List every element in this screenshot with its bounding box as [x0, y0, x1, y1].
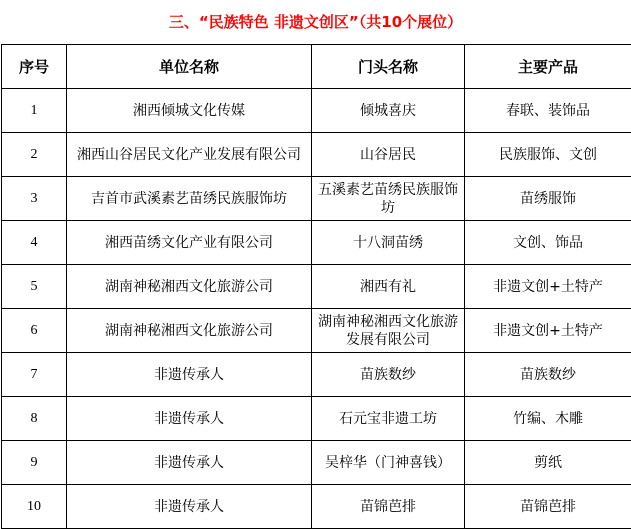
cell-products: 苗绣服饰: [465, 177, 631, 221]
table-row: [2, 89, 631, 133]
cell-unit-name: 非遗传承人: [67, 441, 312, 485]
header-unit-name: 单位名称: [67, 45, 312, 89]
cell-index: 2: [2, 133, 67, 177]
cell-unit-name: 湘西倾城文化传媒: [67, 89, 312, 133]
exhibitor-table: [1, 44, 631, 529]
cell-index: 3: [2, 177, 67, 221]
cell-index: 5: [2, 265, 67, 309]
table-row: [2, 485, 631, 529]
cell-door-name: 倾城喜庆: [312, 89, 465, 133]
table-row: [2, 177, 631, 221]
table-row: [2, 397, 631, 441]
table-row: [2, 309, 631, 353]
header-index: 序号: [2, 45, 67, 89]
table-row: [2, 133, 631, 177]
cell-products: 非遗文创+土特产: [465, 309, 631, 353]
cell-products: 苗族数纱: [465, 353, 631, 397]
cell-door-name: 十八洞苗绣: [312, 221, 465, 265]
cell-unit-name: 湘西苗绣文化产业有限公司: [67, 221, 312, 265]
cell-index: 7: [2, 353, 67, 397]
cell-products: 非遗文创+土特产: [465, 265, 631, 309]
table-row: [2, 353, 631, 397]
table-row: [2, 441, 631, 485]
cell-door-name: 石元宝非遗工坊: [312, 397, 465, 441]
table-row: [2, 265, 631, 309]
cell-unit-name: 非遗传承人: [67, 485, 312, 529]
cell-unit-name: 吉首市武溪素艺苗绣民族服饰坊: [67, 177, 312, 221]
cell-door-name: 湖南神秘湘西文化旅游发展有限公司: [312, 309, 465, 353]
cell-products: 文创、饰品: [465, 221, 631, 265]
cell-index: 1: [2, 89, 67, 133]
cell-door-name: 湘西有礼: [312, 265, 465, 309]
cell-door-name: 苗锦芭排: [312, 485, 465, 529]
cell-index: 9: [2, 441, 67, 485]
cell-door-name: 吴梓华（门神喜钱）: [312, 441, 465, 485]
cell-door-name: 五溪素艺苗绣民族服饰坊: [312, 177, 465, 221]
page-title: 三、“民族特色 非遗文创区”（共10个展位）: [168, 13, 463, 31]
cell-products: 竹编、木雕: [465, 397, 631, 441]
cell-unit-name: 湘西山谷居民文化产业发展有限公司: [67, 133, 312, 177]
header-door-name: 门头名称: [312, 45, 465, 89]
cell-products: 剪纸: [465, 441, 631, 485]
cell-products: 苗锦芭排: [465, 485, 631, 529]
cell-index: 10: [2, 485, 67, 529]
header-main-products: 主要产品: [465, 45, 631, 89]
cell-index: 4: [2, 221, 67, 265]
cell-door-name: 苗族数纱: [312, 353, 465, 397]
cell-unit-name: 非遗传承人: [67, 353, 312, 397]
cell-products: 春联、装饰品: [465, 89, 631, 133]
cell-unit-name: 非遗传承人: [67, 397, 312, 441]
cell-unit-name: 湖南神秘湘西文化旅游公司: [67, 265, 312, 309]
cell-products: 民族服饰、文创: [465, 133, 631, 177]
cell-index: 8: [2, 397, 67, 441]
cell-door-name: 山谷居民: [312, 133, 465, 177]
cell-index: 6: [2, 309, 67, 353]
cell-unit-name: 湖南神秘湘西文化旅游公司: [67, 309, 312, 353]
table-row: [2, 221, 631, 265]
table-header-row: [2, 45, 631, 89]
